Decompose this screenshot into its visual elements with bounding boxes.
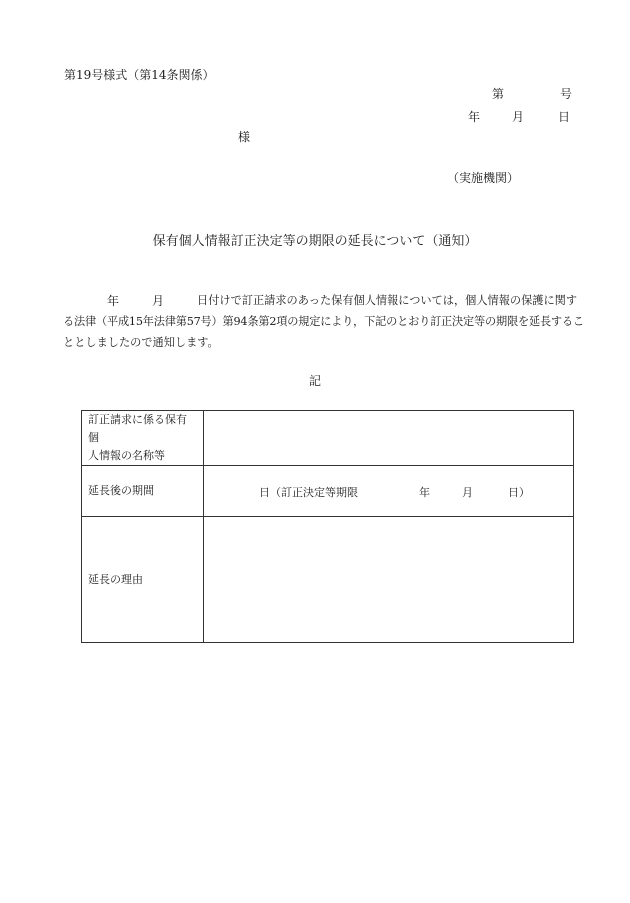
extended-period-label: 延長後の期間	[82, 466, 204, 517]
form-number: 第19号様式（第14条関係）	[64, 68, 215, 82]
document-title: 保有個人情報訂正決定等の期限の延長について（通知）	[152, 234, 478, 249]
ki-heading: 記	[308, 374, 321, 388]
detail-table	[81, 410, 574, 643]
extended-period-days: 日（訂正決定等期限	[259, 486, 358, 499]
body-year: 年	[107, 294, 120, 308]
body-month: 月	[152, 294, 165, 308]
table-row-target-info	[82, 411, 574, 466]
issue-date-month: 月	[512, 110, 525, 124]
target-info-label-line-2: 人情報の名称等	[88, 449, 165, 462]
target-info-label-line-1: 訂正請求に係る保有個	[88, 413, 187, 444]
issue-date-day: 日	[558, 110, 571, 124]
doc-number-dai: 第	[492, 87, 505, 101]
deadline-month: 月	[462, 486, 473, 499]
table-row-extended-period	[82, 466, 574, 517]
reason-value	[204, 517, 574, 643]
extended-period-value	[204, 466, 574, 517]
body-line-3: ととしましたので通知します。	[63, 336, 219, 349]
target-info-value	[204, 411, 574, 466]
deadline-year: 年	[419, 486, 430, 499]
issue-date-year: 年	[468, 110, 481, 124]
doc-number-go: 号	[560, 87, 573, 101]
reason-label: 延長の理由	[82, 517, 204, 643]
deadline-day: 日）	[508, 486, 530, 499]
target-info-label	[82, 411, 204, 466]
body-line-2: る法律（平成15年法律第57号）第94条第2項の規定により，下記のとおり訂正決定等の期限を延長するこ	[63, 315, 584, 328]
body-line-1: 日付けで訂正請求のあった保有個人情報については，個人情報の保護に関す	[197, 294, 578, 307]
issuer-label: （実施機関）	[447, 171, 520, 185]
table-row-reason	[82, 517, 574, 643]
addressee-suffix: 様	[238, 130, 251, 144]
